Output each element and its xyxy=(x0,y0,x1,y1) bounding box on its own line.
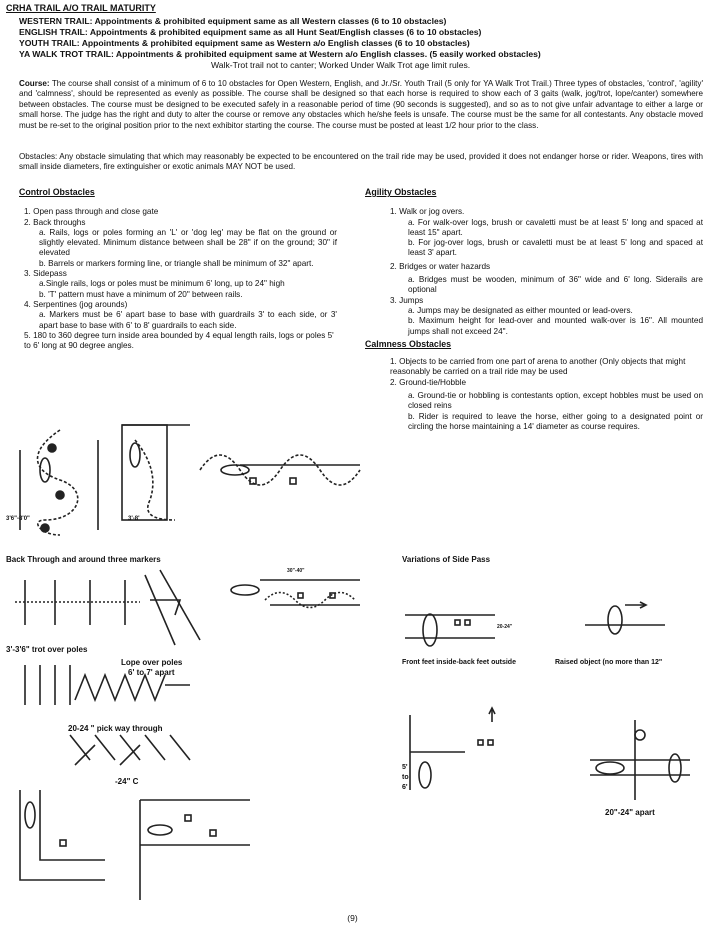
control-item: 5. 180 to 360 degree turn inside area bounded by 4 equal length rails, logs or poles 5' to 6' long at 90 degree angles. xyxy=(24,330,334,351)
page-number: (9) xyxy=(347,913,358,923)
lope-poles-label2: 6' to 7' apart xyxy=(128,668,175,677)
class-ya-walk-trot: YA WALK TROT TRAIL: Appointments & prohibited equipment same at Western a/o English classes. (5 easily worked obstacles) xyxy=(19,49,541,59)
raised-label: Raised object (no more than 12" xyxy=(555,659,663,666)
corner-diagram xyxy=(20,790,105,880)
five-label: 5' xyxy=(402,764,408,771)
pick-way-diagram xyxy=(70,735,190,765)
agility-subitem: b. For jog-over logs, brush or cavaletti must be at least 5' long and spaced at least 3' apart. xyxy=(408,238,703,258)
trot-poles-diagram xyxy=(25,665,70,705)
lope-poles-diagram xyxy=(75,675,190,700)
back-through-label: Back Through and around three markers xyxy=(6,555,161,564)
sidepass-cross-diagram xyxy=(590,720,690,800)
sidepass-t-diagram xyxy=(410,708,495,790)
control-subitem: b. Barrels or markers forming line, or triangle shall be minimum of 32" apart. xyxy=(39,258,314,268)
front-feet-label: Front feet inside-back feet outside xyxy=(402,659,516,666)
control-heading: Control Obstacles xyxy=(19,187,95,197)
sidepass-title: Variations of Side Pass xyxy=(402,555,491,564)
serpentine-horizontal-diagram xyxy=(200,455,360,485)
control-subitem: b. 'T' pattern must have a minimum of 20" between rails. xyxy=(39,289,243,299)
course-text: The course shall consist of a minimum of 6 to 10 obstacles for Open Western, English, and Jr./Sr. Youth Trail (5 only for YA Walk Trot Trail.) Three types of obstacles, 'control', 'agility' and 'calmness', should be represented as evenly as possible. The course shall be designed so that each horse is required to show each of 3 gaits (walk, jog/trot, lope/canter) somewhere between obstacles. The course must be designed to be executed safely in a reasonable period of time (90 seconds is suggested), and so as to not give unfair advantage to either a large or small horse. The judge has the right and duty to alter the course or remove any obstacles which he/she feels is unsafe. The course must be the same for all contestants. Any obstacle moved must be re-set to the original position prior to the next exhibitor starting the course. The course must be posted at least 1/2 hour prior to the class. xyxy=(19,79,703,130)
agility-subitem: a. Jumps may be designated as either mounted or lead-overs. xyxy=(408,305,633,315)
six-label: 6' xyxy=(402,784,408,791)
agility-subitem: b. Maximum height for lead-over and mounted walk-over is 16". All mounted jumps shall not exceed 24". xyxy=(408,316,703,336)
gate-diagram xyxy=(122,425,190,520)
control-item: 1. Open pass through and close gate xyxy=(24,207,159,217)
control-item: 2. Back throughs xyxy=(24,217,86,227)
sidepass-raised-diagram xyxy=(585,602,665,634)
calmness-subitem: a. Ground-tie or hobbling is contestants option, except hobbles must be used on closed reins xyxy=(408,391,703,411)
agility-item: 3. Jumps xyxy=(390,295,424,305)
page-title: CRHA TRAIL A/O TRAIL MATURITY xyxy=(6,3,156,13)
agility-subitem: a. Bridges must be wooden, minimum of 36" wide and 6' long. Siderails are optional xyxy=(408,275,703,295)
sidepass-rail-diagram xyxy=(231,580,360,608)
class-english: ENGLISH TRAIL: Appointments & prohibited equipment same as all Hunt Seat/English classes (6 to 10 obstacles) xyxy=(19,27,482,37)
class-western: WESTERN TRAIL: Appointments & prohibited equipment same as all Western classes (6 to 10 obstacles) xyxy=(19,16,447,26)
agility-heading: Agility Obstacles xyxy=(365,187,437,197)
control-item: 3. Sidepass xyxy=(24,269,67,279)
obstacles-paragraph: Obstacles: Any obstacle simulating that which may reasonably be expected to be encountered on the trail ride may be used, provided it does not endanger horse or rider. Weapons, tires with small inside diameters, fire extinguisher or exotic animals MAY NOT be used. xyxy=(19,152,703,172)
class-youth: YOUTH TRAIL: Appointments & prohibited equipment same as Western a/o English classes (6 to 10 obstacles) xyxy=(19,38,470,48)
control-subitem: a. Rails, logs or poles forming an 'L' or 'dog leg' may be flat on the ground or slightly elevated. Minimum distance between shall be 28" if on the ground; 30" if elevated xyxy=(39,227,337,258)
agility-item: 2. Bridges or water hazards xyxy=(390,261,491,271)
calmness-heading: Calmness Obstacles xyxy=(365,338,452,349)
gate-label: 3'-8' xyxy=(128,516,140,522)
course-label: Course: xyxy=(19,79,50,88)
serpentine-label: 3'6"-8'0" xyxy=(6,516,30,522)
lope-poles-label: Lope over poles xyxy=(121,658,183,667)
control-item: 4. Serpentines (jog arounds) xyxy=(24,299,128,309)
corner-label: -24" C xyxy=(115,777,139,786)
agility-item: 1. Walk or jog overs. xyxy=(390,207,465,217)
to-label: to xyxy=(402,774,409,781)
calmness-subitem: b. Rider is required to leave the horse, either going to a designated point or circling the horse maintaining a 14' diameter as course requires. xyxy=(408,411,703,431)
class-note: Walk-Trot trail not to canter; Worked Under Walk Trot age limit rules. xyxy=(211,60,471,70)
calmness-item: 2. Ground-tie/Hobble xyxy=(390,377,467,387)
sidepass-dim2: 20-24" xyxy=(497,624,513,630)
serpentine-diagram xyxy=(20,430,98,535)
control-subitem: a. Markers must be 6' apart base to base with guardrails 3' to each side, or 3' apart base to base with 6' to 8' guardrails to each side. xyxy=(39,310,337,330)
box-turn-diagram xyxy=(140,800,250,900)
apart-label: 20"-24" apart xyxy=(605,808,655,817)
trot-poles-label: 3'-3'6" trot over poles xyxy=(6,645,88,654)
pick-way-label: 20-24 " pick way through xyxy=(68,724,163,733)
back-through-diagram xyxy=(15,570,200,645)
sidepass-front-feet-diagram xyxy=(405,614,495,646)
sidepass-dim-label: 30"-40" xyxy=(287,568,305,574)
control-subitem: a.Single rails, logs or poles must be minimum 6' long, up to 24" high xyxy=(39,279,285,289)
agility-subitem: a. For walk-over logs, brush or cavaletti must be at least 5' long and spaced at least 15" apart. xyxy=(408,217,703,237)
calmness-item: 1. Objects to be carried from one part of arena to another (Only objects that might reasonably be carried on a trail ride may be used xyxy=(390,357,686,377)
